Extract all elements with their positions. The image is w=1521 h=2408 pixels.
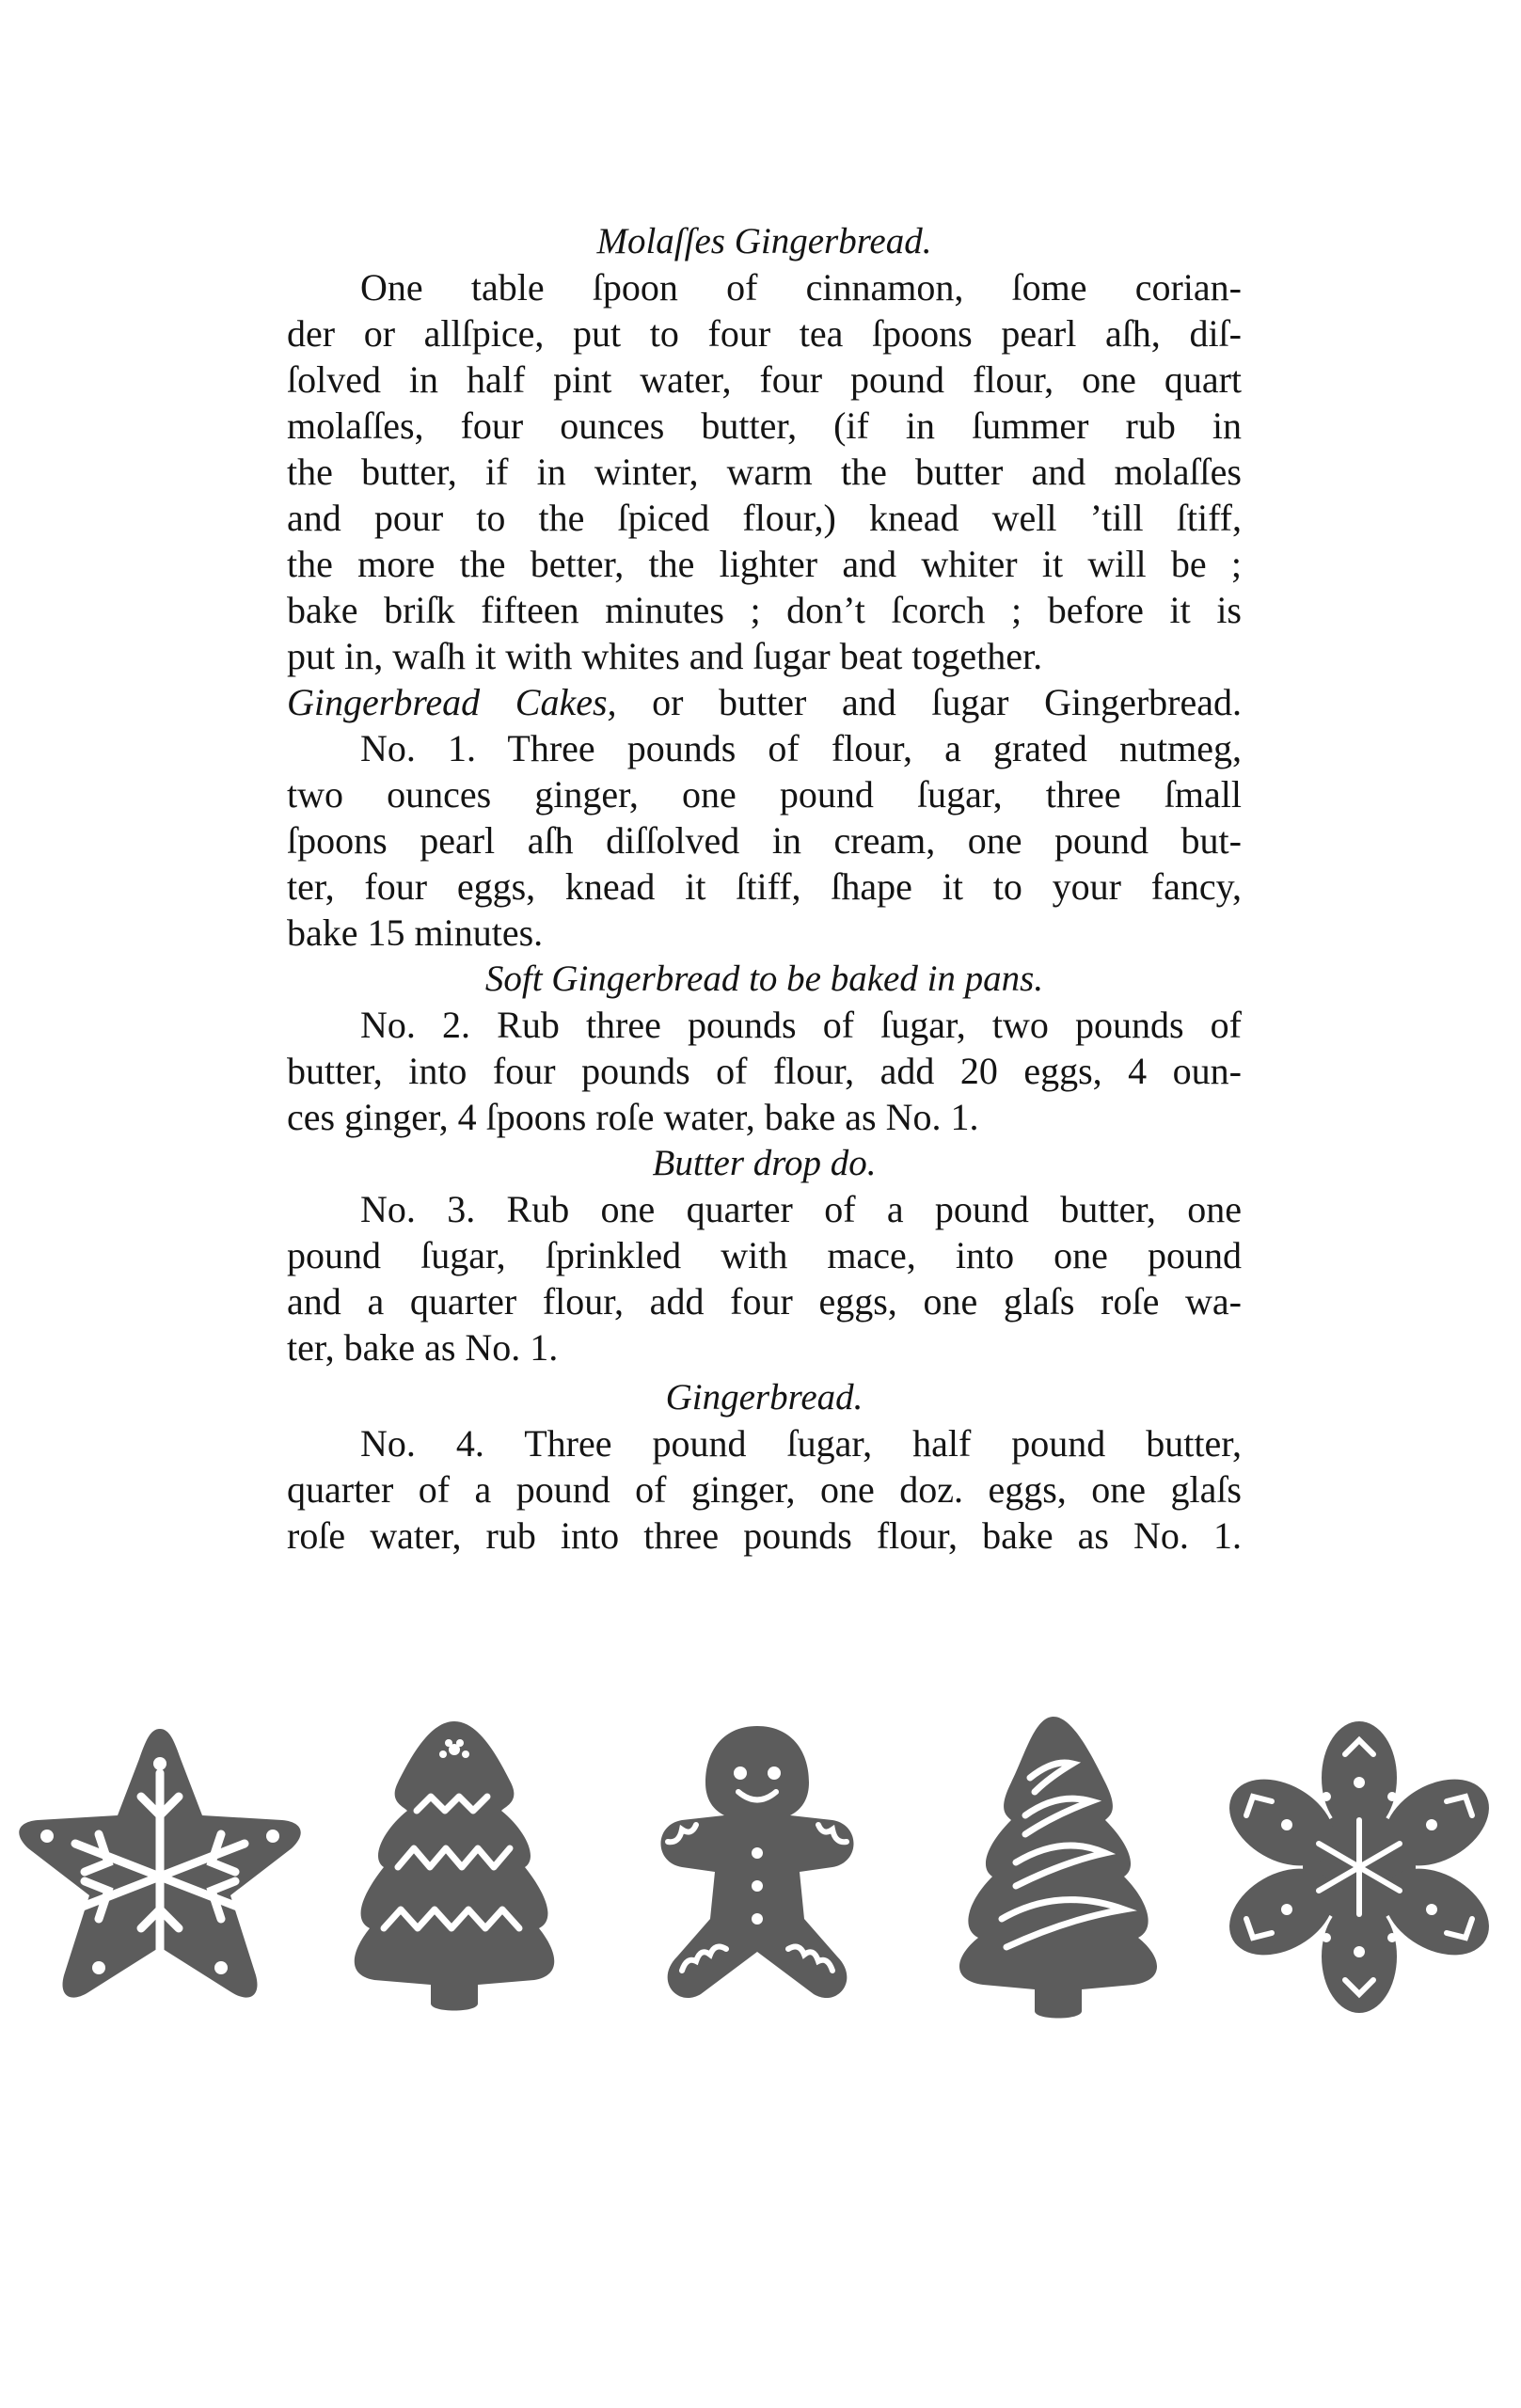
text-line: der or allſpice, put to four tea ſpoons pearl aſh, diſ-	[287, 312, 1242, 355]
text-line: the butter, if in winter, warm the butter and molaſſes	[287, 451, 1242, 493]
text-line: ſpoons pearl aſh diſſolved in cream, one pound but-	[287, 819, 1242, 862]
text-line: the more the better, the lighter and whiter it will be ;	[287, 543, 1242, 585]
gingerbread-man-icon	[649, 1721, 865, 2013]
text-line: molaſſes, four ounces butter, (if in ſummer rub in	[287, 404, 1242, 447]
text-line: ces ginger, 4 ſpoons roſe water, bake as No. 1.	[287, 1096, 979, 1138]
cookie-decorations	[0, 1707, 1521, 2027]
soft-gingerbread-title: Soft Gingerbread to be baked in pans.	[484, 958, 1044, 999]
molasses-gingerbread-body	[287, 264, 1242, 679]
text-line: No. 2. Rub three pounds of ſugar, two pounds of	[360, 1004, 1242, 1046]
text-line: ter, bake as No. 1.	[287, 1326, 559, 1369]
gingerbread-cakes-title	[287, 679, 1242, 725]
text-line: put in, waſh it with whites and ſugar beat together.	[287, 635, 1043, 677]
text-line: quarter of a pound of ginger, one doz. eggs, one glaſs	[287, 1468, 1242, 1511]
tree-cookie-icon	[346, 1717, 562, 2018]
soft-gingerbread-body	[287, 1002, 1242, 1140]
text-line: No. 4. Three pound ſugar, half pound butter,	[360, 1422, 1242, 1465]
text-line: No. 1. Three pounds of flour, a grated nutmeg,	[360, 727, 1242, 769]
text-line: bake briſk fifteen minutes ; don’t ſcorch ; before it is	[287, 589, 1242, 631]
gingerbread-body	[287, 1420, 1242, 1559]
text-line: roſe water, rub into three pounds flour, bake as No. 1.	[287, 1514, 1242, 1557]
snowflake-cookie-icon	[1213, 1721, 1505, 2013]
text-line: two ounces ginger, one pound ſugar, three ſmall	[287, 773, 1242, 816]
star-cookie-icon	[9, 1721, 310, 2013]
molasses-gingerbread-title: Molaſſes Gingerbread.	[596, 221, 932, 261]
text-line: and pour to the ſpiced flour,) knead well ’till ſtiff,	[287, 497, 1242, 539]
text-line: butter, into four pounds of flour, add 20 eggs, 4 oun-	[287, 1050, 1242, 1092]
gingerbread-title: Gingerbread.	[665, 1377, 863, 1418]
text-line: bake 15 minutes.	[287, 911, 544, 954]
gingerbread-cakes-body	[287, 725, 1242, 956]
text-line: pound ſugar, ſprinkled with mace, into one pound	[287, 1234, 1242, 1276]
recipe-page	[287, 218, 1242, 1559]
butter-drop-body	[287, 1186, 1242, 1370]
text-line: ter, four eggs, knead it ſtiff, ſhape it to your fancy,	[287, 865, 1242, 908]
swirl-tree-cookie-icon	[950, 1712, 1166, 2022]
text-line: and a quarter flour, add four eggs, one glaſs roſe wa-	[287, 1280, 1242, 1323]
text-line: One table ſpoon of cinnamon, ſome corian-	[360, 266, 1242, 309]
text-line: ſolved in half pint water, four pound flour, one quart	[287, 358, 1242, 401]
gingerbread-cakes-title-rest: or butter and ſugar Gingerbread.	[616, 681, 1242, 723]
text-line: No. 3. Rub one quarter of a pound butter, one	[360, 1188, 1242, 1230]
butter-drop-title: Butter drop do.	[652, 1143, 877, 1183]
gingerbread-cakes-title-italic: Gingerbread Cakes,	[287, 681, 617, 723]
